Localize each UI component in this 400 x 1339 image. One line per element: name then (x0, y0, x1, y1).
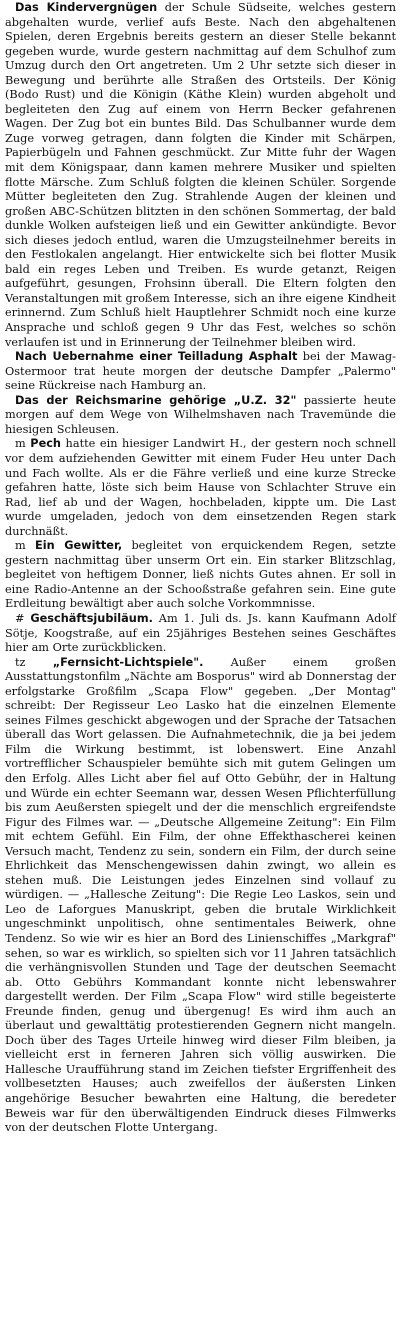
article-headline: „Fernsicht-Lichtspiele". (52, 655, 204, 669)
article-prefix: m (15, 437, 31, 451)
article-reichsmarine (5, 394, 396, 438)
article-body: begleitet von erquickendem Regen, setzte gestern nachmittag über unserm Ort ein. Ein starker Blitzschlag, begleitet von heftigem Donner, ließ nichts Gutes ahnen. Er soll in eine Radio-Antenne an der Schooßstraße gefahren sein. Eine gute Erdleitung bewältigt aber auch solche Vorkommnisse. (5, 539, 396, 611)
article-headline: Geschäftsjubiläum. (30, 611, 153, 625)
article-body: passierte heute morgen auf dem Wege von Wilhelmshaven nach Travemünde die hiesigen Schleusen. (5, 393, 396, 436)
article-headline: Nach Uebernahme einer Teilladung Asphalt (15, 350, 298, 364)
article-pech (5, 437, 396, 539)
article-asphalt (5, 350, 396, 394)
article-headline: Pech (30, 437, 61, 451)
article-headline: Ein Gewitter, (35, 539, 123, 553)
article-body: der Schule Südseite, welches gestern abgehalten wurde, verlief aufs Beste. Nach den abgehaltenen Spielen, deren Ergebnis bereits gestern an dieser Stelle bekannt gegeben wurde, wurde gestern nachmittag auf dem Schulhof zum Umzug durch den Ort angetreten. Um 2 Uhr setzte sich dieser in Bewegung und berührte alle Straßen des Ortsteils. Der König (Bodo Rust) und die Königin (Käthe Klein) wurden abgeholt und begleiteten den Zug auf einem von Herrn Becker gefahrenen Wagen. Der Zug bot ein buntes Bild. Das Schulbanner wurde dem Zuge vorweg getragen, dann folgten die Kinder mit Schärpen, Papierbügeln und Fahnen geschmückt. Zur Mitte fuhr der Wagen mit dem Königspaar, dann kamen mehrere Musiker und spielten flotte Märsche. Zum Schluß folgten die kleinen Schüler. Sorgende Mütter begleiteten den Zug. Strahlende Augen der kleinen und großen ABC-Schützen blitzten in den schönen Sommertag, der bald dunkle Wolken aufsteigen ließ und ein Gewitter ankündigte. Bevor sich dieses jedoch entlud, waren die Umzugsteilnehmer bereits in den Festlokalen angelangt. Hier entwickelte sich bei flotter Musik bald ein reges Leben und Treiben. Es wurde getanzt, Reigen aufgeführt, gesungen, Frohsinn überall. Die Eltern folgten den Veranstaltungen mit großem Interesse, sich an ihre eigene Kindheit erinnernd. Zum Schluß hielt Hauptlehrer Schmidt noch eine kurze Ansprache und schloß gegen 9 Uhr das Fest, welches so schön verlaufen ist und in Erinnerung der Teilnehmer bleiben wird. (5, 1, 396, 349)
article-prefix: # (15, 611, 31, 625)
article-headline: Das Kindervergnügen (15, 1, 158, 14)
article-lichtspiele (5, 656, 396, 1136)
article-body: hatte ein hiesiger Landwirt H., der gestern noch schnell vor dem aufziehenden Gewitter mit einem Fuder Heu unter Dach und Fach wollte. Als er die Fähre verließ und eine kurze Strecke gefahren hatte, löste sich beim Hause von Schlachter Struve ein Rad, lief ab und der Wagen, hochbeladen, kippte um. Die Last wurde umgeladen, jedoch von dem einsetzenden Regen stark durchnäßt. (5, 437, 396, 538)
article-headline: Das der Reichsmarine gehörige „U.Z. 32" (15, 393, 297, 407)
article-prefix: m (15, 539, 35, 553)
article-prefix: tz (15, 655, 53, 669)
article-body: bei der Mawag-Ostermoor trat heute morgen der deutsche Dampfer „Palermo" seine Rückreise nach Hamburg an. (5, 350, 396, 393)
article-body: Außer einem großen Ausstattungstonfilm „Nächte am Bosporus" wird ab Donnerstag der erfolgstarke Großfilm „Scapa Flow" gegeben. „Der Montag" schreibt: Der Regisseur Leo Lasko hat die einzelnen Elemente seines Filmes geschickt abgewogen und der Sprache der Tatsachen überall das Wort gelassen. Die Aufnahmetechnik, die ja bei jedem Film die Wirkung bestimmt, ist lobenswert. Eine Anzahl vortrefflicher Schauspieler bemühte sich mit gutem Gelingen um den Erfolg. Alles Licht aber fiel auf Otto Gebühr, der in Haltung und Würde ein echter Seemann war, dessen Wesen Pflichterfüllung bis zum Aeußersten spiegelt und der die menschlich ergreifendste Figur des Filmes war. — „Deutsche Allgemeine Zeitung": Ein Film mit echtem Gefühl. Ein Film, der ohne Effekthascherei keinen Versuch macht, Tendenz zu sein, sondern ein Film, der durch seine Ehrlichkeit das Menschengewissen dahin zwingt, wo allein es stehen muß. Die Leistungen jedes Einzelnen sind vollauf zu würdigen. — „Hallesche Zeitung": Die Regie Leo Laskos, sein und Leo de Laforgues Manuskript, geben die brutale Wirklichkeit ungeschminkt unpolitisch, ohne sentimentales Beiwerk, ohne Tendenz. So wie wir es hier an Bord des Linienschiffes „Markgraf" sehen, so war es wirklich, so spielten sich vor 11 Jahren tatsächlich die verhängnisvollen Stunden und Tage der deutschen Seemacht ab. Otto Gebührs Kommandant konnte nicht lebenswahrer dargestellt werden. Der Film „Scapa Flow" wird stille begeisterte Freunde finden, genug und übergenug! Es wird ihm auch an überlaut und gewalttätig protestierenden Gegnern nicht mangeln. Doch über des Tages Urteile hinweg wird dieser Film bleiben, ja vielleicht erst in ferneren Jahren sich völlig auswirken. Die Hallesche Uraufführung stand im Zeichen tiefster Ergriffenheit des vollbesetzten Hauses; auch zweifellos der äußersten Linken angehörige Besucher bewahrten eine Haltung, die beredeter Beweis war für den überwältigenden Eindruck dieses Filmwerks von der deutschen Flotte Untergang. (5, 655, 396, 1135)
article-gewitter (5, 539, 396, 612)
article-body: Am 1. Juli ds. Js. kann Kaufmann Adolf Sötje, Koogstraße, auf ein 25jähriges Bestehen seines Geschäftes hier am Orte zurückblicken. (5, 611, 396, 655)
article-kindervergnuegen (5, 1, 396, 350)
article-geschaeftsjubilaeum (5, 612, 396, 656)
